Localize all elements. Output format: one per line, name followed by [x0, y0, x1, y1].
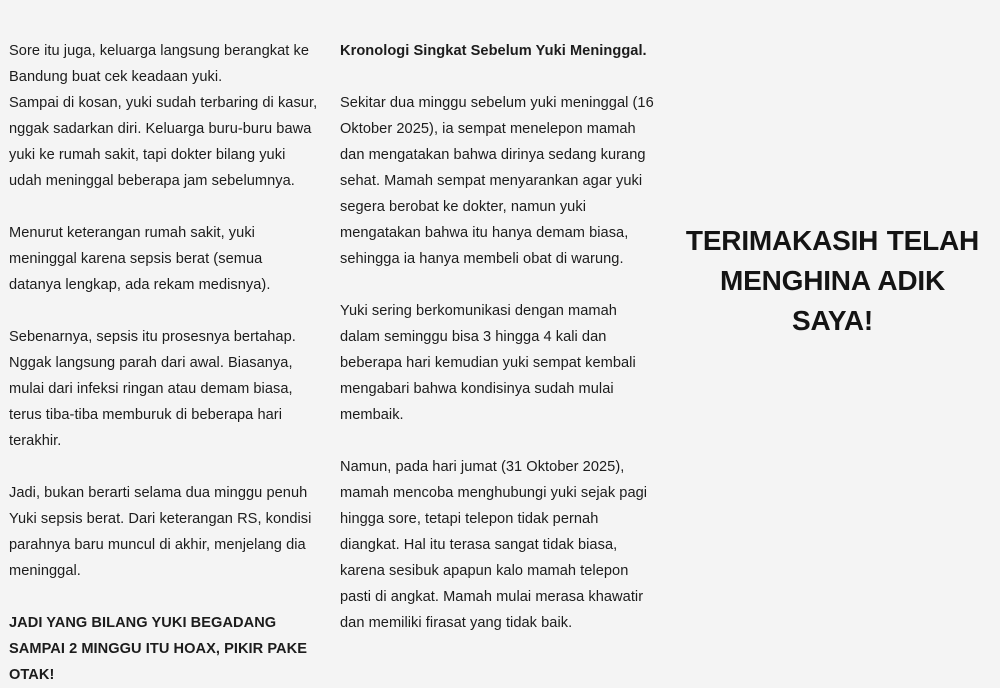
middle-text-column: [330, 0, 665, 636]
paragraph: Sampai di kosan, yuki sudah terbaring di kasur, nggak sadarkan diri. Keluarga buru-buru bawa yuki ke rumah sakit, tapi dokter bilang yuki udah meninggal beberapa jam sebelumnya.: [9, 95, 318, 189]
headline-text: TERIMAKASIH TELAH MENGHINA ADIK SAYA!: [685, 225, 980, 336]
paragraph: Namun, pada hari jumat (31 Oktober 2025), mamah mencoba menghubungi yuki sejak pagi hingga sore, tetapi telepon tidak pernah diangkat. Hal itu terasa sangat tidak biasa, karena sesibuk apapun kalo mamah telepon pasti di angkat. Mamah mulai merasa khawatir dan memiliki firasat yang tidak baik.: [340, 459, 648, 631]
paragraph: Sekitar dua minggu sebelum yuki meninggal (16 Oktober 2025), ia sempat menelepon mamah dan mengatakan bahwa dirinya sedang kurang sehat. Mamah sempat menyarankan agar yuki segera berobat ke dokter, namun yuki mengatakan bahwa itu hanya demam biasa, sehingga ia hanya membeli obat di warung.: [340, 95, 654, 267]
right-headline-column: [665, 0, 1000, 562]
paragraph: Jadi, bukan berarti selama dua minggu penuh Yuki sepsis berat. Dari keterangan RS, kondisi parahnya baru muncul di akhir, menjelang dia meninggal.: [9, 485, 312, 579]
paragraph: Yuki sering berkomunikasi dengan mamah dalam seminggu bisa 3 hingga 4 kali dan beberapa hari kemudian yuki sempat kembali mengabari bahwa kondisinya sudah mulai membaik.: [340, 303, 636, 423]
paragraph: Sebenarnya, sepsis itu prosesnya bertahap. Nggak langsung parah dari awal. Biasanya, mulai dari infeksi ringan atau demam biasa, terus tiba-tiba memburuk di beberapa hari terakhir.: [9, 329, 296, 449]
emphasis-statement: JADI YANG BILANG YUKI BEGADANG SAMPAI 2 MINGGU ITU HOAX, PIKIR PAKE OTAK!: [9, 615, 308, 683]
section-heading: Kronologi Singkat Sebelum Yuki Meninggal.: [340, 43, 647, 59]
paragraph: Menurut keterangan rumah sakit, yuki meninggal karena sepsis berat (semua datanya lengkap, ada rekam medisnya).: [9, 225, 271, 293]
left-text-column: [0, 0, 330, 688]
paragraph: Sore itu juga, keluarga langsung berangkat ke Bandung buat cek keadaan yuki.: [9, 43, 310, 85]
